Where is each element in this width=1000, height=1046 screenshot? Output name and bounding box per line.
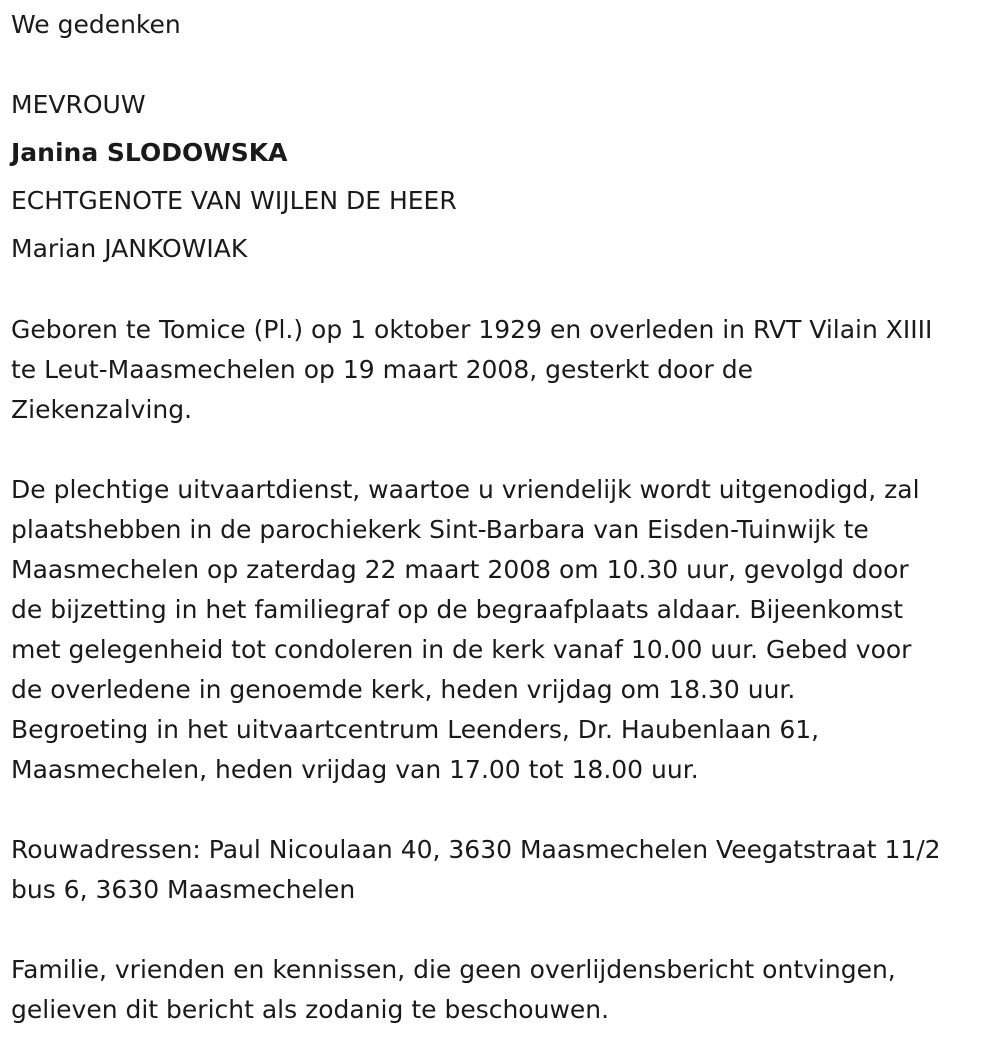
birth-death-paragraph: Geboren te Tomice (Pl.) op 1 oktober 1929 en overleden in RVT Vilain XIIII te Leut-Maasmechelen op 19 maart 2008, gesterkt door de Ziekenzalving.: [11, 315, 933, 424]
funeral-service-paragraph: De plechtige uitvaartdienst, waartoe u vriendelijk wordt uitgenodigd, zal plaatshebben in de parochiekerk Sint-Barbara van Eisden-Tuinwijk te Maasmechelen op zaterdag 22 maart 2008 om 10.30 uur, gevolgd door de bijzetting in het familiegraf op de begraafplaats aldaar. Bijeenkomst met gelegenheid tot condoleren in de kerk vanaf 10.00 uur. Gebed voor de overledene in genoemde kerk, heden vrijdag om 18.30 uur. Begroeting in het uitvaartcentrum Leenders, Dr. Haubenlaan 61, Maasmechelen, heden vrijdag van 17.00 tot 18.00 uur.: [11, 475, 920, 784]
spouse-name: Marian JANKOWIAK: [11, 234, 248, 263]
mourning-addresses-paragraph: Rouwadressen: Paul Nicoulaan 40, 3630 Maasmechelen Veegatstraat 11/2 bus 6, 3630 Maasmechelen: [11, 835, 941, 904]
relation-line: ECHTGENOTE VAN WIJLEN DE HEER: [11, 186, 457, 215]
intro-line: We gedenken: [11, 10, 181, 39]
deceased-name: Janina SLODOWSKA: [11, 138, 288, 167]
title-line: MEVROUW: [11, 90, 146, 119]
closing-paragraph: Familie, vrienden en kennissen, die geen overlijdensbericht ontvingen, gelieven dit bericht als zodanig te beschouwen.: [11, 955, 896, 1024]
